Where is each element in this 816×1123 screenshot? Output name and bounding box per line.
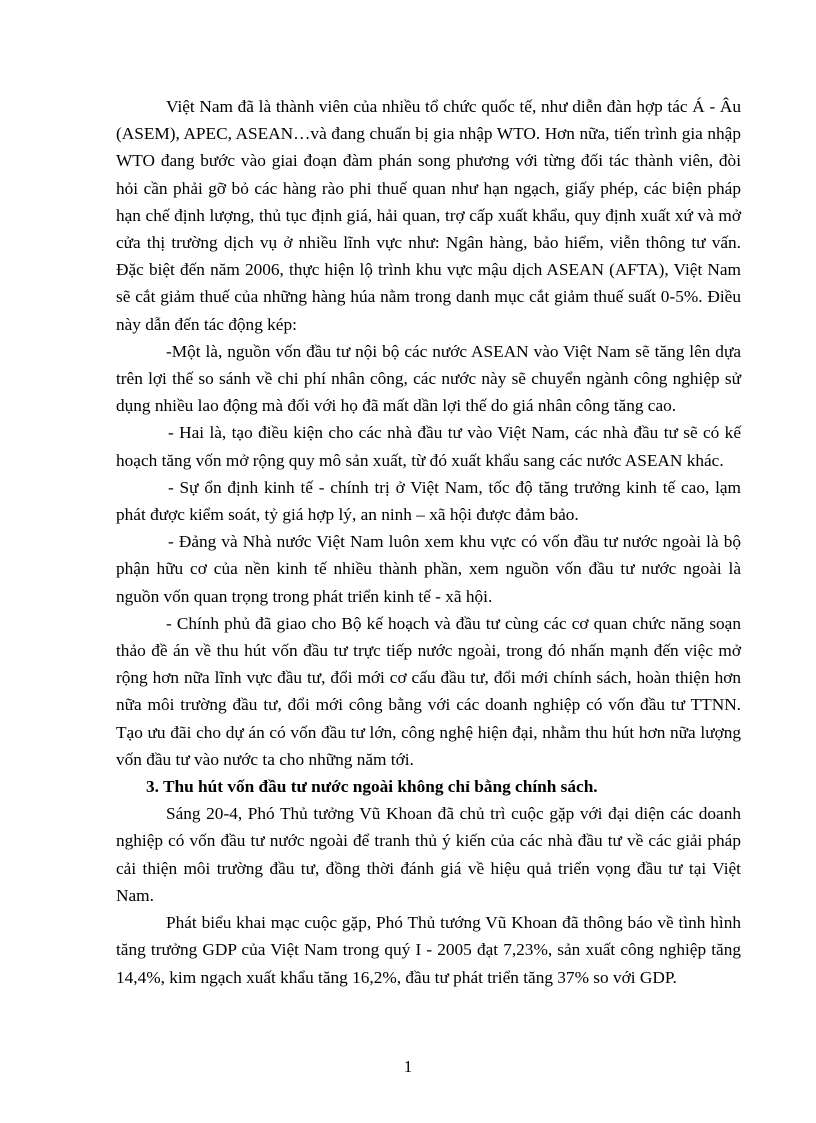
section-heading: 3. Thu hút vốn đầu tư nước ngoài không chỉ bằng chính sách.: [146, 777, 598, 797]
paragraph-point-one: -Một là, nguồn vốn đầu tư nội bộ các nước ASEAN vào Việt Nam sẽ tăng lên dựa trên lợi thế so sánh về chi phí nhân công, các nước này sẽ chuyển ngành công nghiệp sử dụng nhiều lao động mà đối với họ đã mất dần lợi thế do giá nhân công tăng cao.: [116, 341, 741, 416]
paragraph-intro: Việt Nam đã là thành viên của nhiều tổ chức quốc tế, như diễn đàn hợp tác Á - Âu (ASEM), APEC, ASEAN…và đang chuẩn bị gia nhập WTO. Hơn nữa, tiến trình gia nhập WTO đang bước vào giai đoạn đàm phán song phương với từng đối tác thành viên, đòi hỏi cần phải gỡ bỏ các hàng rào phi thuế quan như hạn ngạch, giấy phép, các biện pháp hạn chế định lượng, thủ tục định giá, hải quan, trợ cấp xuất khẩu, quy định xuất xứ và mở cửa thị trường dịch vụ ở nhiều lĩnh vực như: Ngân hàng, bảo hiểm, viễn thông tư vấn. Đặc biệt đến năm 2006, thực hiện lộ trình khu vực mậu dịch ASEAN (AFTA), Việt Nam sẽ cắt giảm thuế của những hàng húa nằm trong danh mục cắt giảm thuế suất 0-5%. Điều này dẫn đến tác động kép:: [116, 97, 741, 334]
paragraph-gdp: Phát biểu khai mạc cuộc gặp, Phó Thủ tướng Vũ Khoan đã thông báo về tình hình tăng trưởng GDP của Việt Nam trong quý I - 2005 đạt 7,23%, sản xuất công nghiệp tăng 14,4%, kim ngạch xuất khẩu tăng 16,2%, đầu tư phát triển tăng 37% so với GDP.: [116, 913, 741, 987]
paragraph-meeting: Sáng 20-4, Phó Thủ tưởng Vũ Khoan đã chủ trì cuộc gặp với đại diện các doanh nghiệp có vốn đầu tư nước ngoài để tranh thủ ý kiến của các nhà đầu tư về các giải pháp cải thiện môi trường đầu tư, đồng thời đánh giá về hiệu quả triển vọng đầu tư tại Việt Nam.: [116, 804, 741, 905]
paragraph-point-two: - Hai là, tạo điều kiện cho các nhà đầu tư vào Việt Nam, các nhà đầu tư sẽ có kế hoạch tăng vốn mở rộng quy mô sản xuất, từ đó xuất khẩu sang các nước ASEAN khác.: [116, 423, 741, 470]
document-page: [116, 93, 741, 991]
paragraph-stability: - Sự ổn định kinh tế - chính trị ở Việt Nam, tốc độ tăng trưởng kinh tế cao, lạm phát được kiểm soát, tỷ giá hợp lý, an ninh – xã hội được đảm bảo.: [116, 477, 741, 525]
paragraph-party-state: - Đảng và Nhà nước Việt Nam luôn xem khu vực có vốn đầu tư nước ngoài là bộ phận hữu cơ của nền kinh tế nhiều thành phần, xem nguồn vốn đầu tư nước ngoài là nguồn vốn quan trọng trong phát triển kinh tế - xã hội.: [116, 532, 741, 606]
paragraph-government: - Chính phủ đã giao cho Bộ kế hoạch và đầu tư cùng các cơ quan chức năng soạn thảo đề án về thu hút vốn đầu tư trực tiếp nước ngoài, trong đó nhấn mạnh đến việc mở rộng hơn nữa lĩnh vực đầu tư, đổi mới cơ cấu đầu tư, đổi mới chính sách, hoàn thiện hơn nữa môi trường đầu tư, đổi mới công bằng với các doanh nghiệp có vốn đầu tư TTNN. Tạo ưu đãi cho dự án có vốn đầu tư lớn, công nghệ hiện đại, nhằm thu hút hơn nữa lượng vốn đầu tư vào nước ta cho những năm tới.: [116, 613, 741, 769]
page-number: 1: [403, 1057, 413, 1076]
